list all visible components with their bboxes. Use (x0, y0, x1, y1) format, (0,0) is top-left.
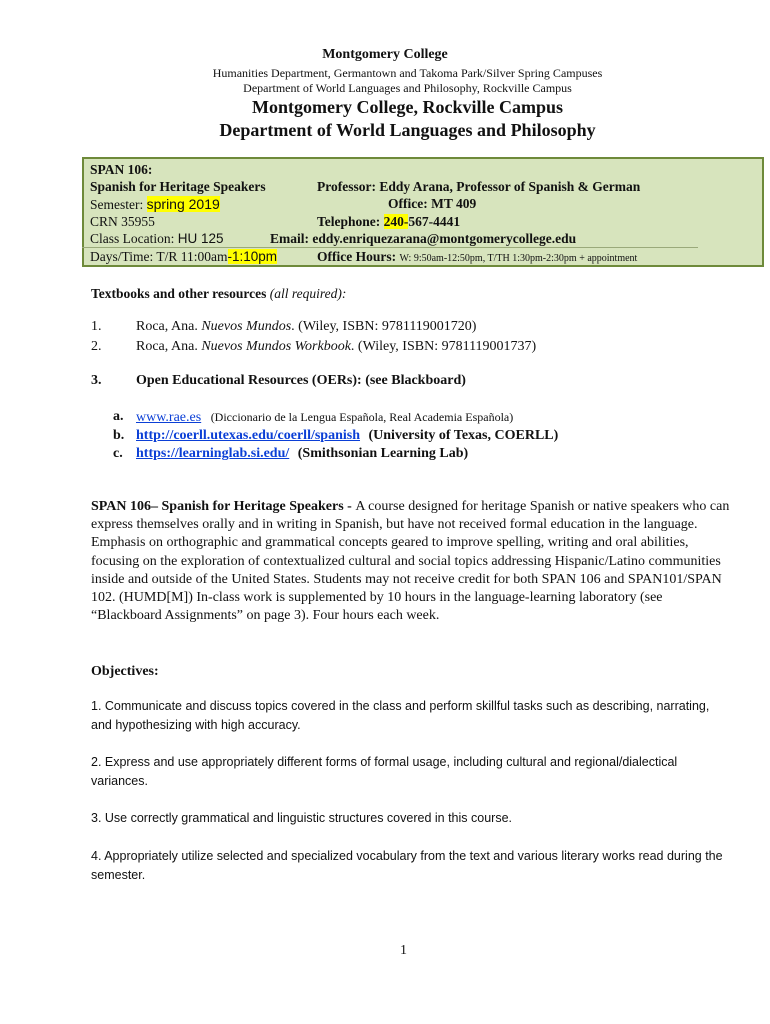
department-line-2: Department of World Languages and Philosophy, Rockville Campus (243, 81, 572, 95)
link-description: (University of Texas, COERLL) (368, 428, 559, 443)
email-row (270, 231, 576, 247)
objective-item: 4. Appropriately utilize selected and specialized vocabulary from the text and various literary works read during the semester. (91, 849, 723, 882)
department-title: Department of World Languages and Philosophy (219, 120, 596, 140)
objective-item: 1. Communicate and discuss topics covered in the class and perform skillful tasks such as describing, narrating, and hypothesizing with high accuracy. (91, 699, 710, 732)
objectives-heading: Objectives: (91, 664, 159, 679)
resources-heading (91, 285, 346, 303)
office-hours-label: Office Hours: (317, 249, 400, 264)
telephone-label: Telephone: (317, 214, 384, 229)
learninglab-link[interactable]: https://learninglab.si.edu/ (136, 446, 290, 461)
course-code: SPAN 106: (90, 162, 153, 177)
office-label: Office: (388, 196, 432, 211)
office-hours-row (317, 249, 637, 265)
semester-value: spring 2019 (146, 196, 220, 212)
page-number: 1 (400, 943, 407, 958)
link-description: (Diccionario de la Lengua Española, Real Academia Española) (210, 410, 514, 424)
info-box-left-border (82, 159, 84, 265)
oer-heading: Open Educational Resources (OERs): (see Blackboard) (136, 373, 466, 388)
link-description: (Smithsonian Learning Lab) (297, 446, 469, 461)
professor-name: Professor: Eddy Arana, Professor of Spanish & German (317, 179, 641, 194)
days-label: Days/Time: (90, 249, 157, 264)
book-item (91, 338, 102, 356)
book-author: Roca, Ana. (136, 339, 202, 354)
college-name: Montgomery College (322, 47, 448, 62)
rae-link[interactable]: www.rae.es (136, 410, 202, 425)
book-text (136, 318, 476, 336)
coerll-link[interactable]: http://coerll.utexas.edu/coerll/spanish (136, 428, 360, 443)
book-number: 1. (91, 319, 102, 334)
book-author: Roca, Ana. (136, 319, 202, 334)
book-title: Nuevos Mundos (201, 319, 292, 334)
book-details: . (Wiley, ISBN: 9781119001737) (350, 339, 537, 354)
location-row (90, 231, 224, 247)
location-label: Class Location: (90, 231, 178, 246)
office-row (388, 196, 476, 212)
semester-row (90, 196, 220, 213)
campus-title: Montgomery College, Rockville Campus (252, 97, 563, 117)
link-letter: c. (113, 446, 123, 461)
course-name: Spanish for Heritage Speakers (90, 179, 266, 194)
book-title: Nuevos Mundos Workbook (201, 339, 351, 354)
link-letter: a. (113, 409, 124, 424)
telephone-row (317, 214, 460, 230)
department-line-1: Humanities Department, Germantown and Takoma Park/Silver Spring Campuses (212, 66, 603, 80)
resources-heading-text: Textbooks and other resources (91, 286, 270, 301)
location-value: HU 125 (177, 231, 224, 246)
course-description (91, 498, 731, 625)
objective-item: 3. Use correctly grammatical and linguistic structures covered in this course. (91, 811, 512, 825)
office-value: MT 409 (431, 196, 477, 211)
book-details: . (Wiley, ISBN: 9781119001720) (291, 319, 477, 334)
info-row-divider (82, 247, 698, 248)
course-info-box (82, 157, 764, 267)
telephone-highlight: 240- (383, 214, 409, 229)
book-number: 2. (91, 339, 102, 354)
days-end: -1:10pm (227, 249, 278, 264)
telephone-rest: 567-4441 (408, 214, 461, 229)
oer-number: 3. (91, 373, 102, 388)
course-description-text: A course designed for heritage Spanish or native speakers who can express themselves orally and in writing in Spanish, but have not received formal education in the language. Emphasis on orthographic and grammatical concepts geared to improve spelling, writing and oral abilities, focusing on the exploration of contextualized cultural and social topics addressing Hispanic/Latino communities inside and outside of the United States. Students may not receive credit for both SPAN 106 and SPAN101/SPAN 102. (HUMD[M]) In-class work is supplemented by 10 hours in the language-learning laboratory (see “Blackboard Assignments” on page 3). Four hours each week. (91, 499, 730, 624)
link-item (136, 427, 558, 445)
book-text (136, 338, 536, 356)
days-value: T/R 11:00am (156, 249, 228, 264)
link-item (136, 445, 468, 463)
days-row (90, 249, 277, 265)
email-value: eddy.enriquezarana@montgomerycollege.edu (312, 231, 577, 246)
course-description-title: SPAN 106– Spanish for Heritage Speakers - (91, 499, 356, 514)
office-hours-value: W: 9:50am-12:50pm, T/TH 1:30pm-2:30pm + appointment (399, 253, 638, 264)
link-item (136, 408, 513, 427)
email-label: Email: (270, 231, 313, 246)
crn: CRN 35955 (90, 214, 155, 229)
objective-item: 2. Express and use appropriately different forms of formal usage, including cultural and regional/dialectical variances. (91, 755, 678, 788)
semester-label: Semester: (90, 197, 147, 212)
book-item (91, 318, 102, 336)
resources-heading-note: (all required): (269, 286, 347, 301)
link-letter: b. (113, 428, 125, 443)
